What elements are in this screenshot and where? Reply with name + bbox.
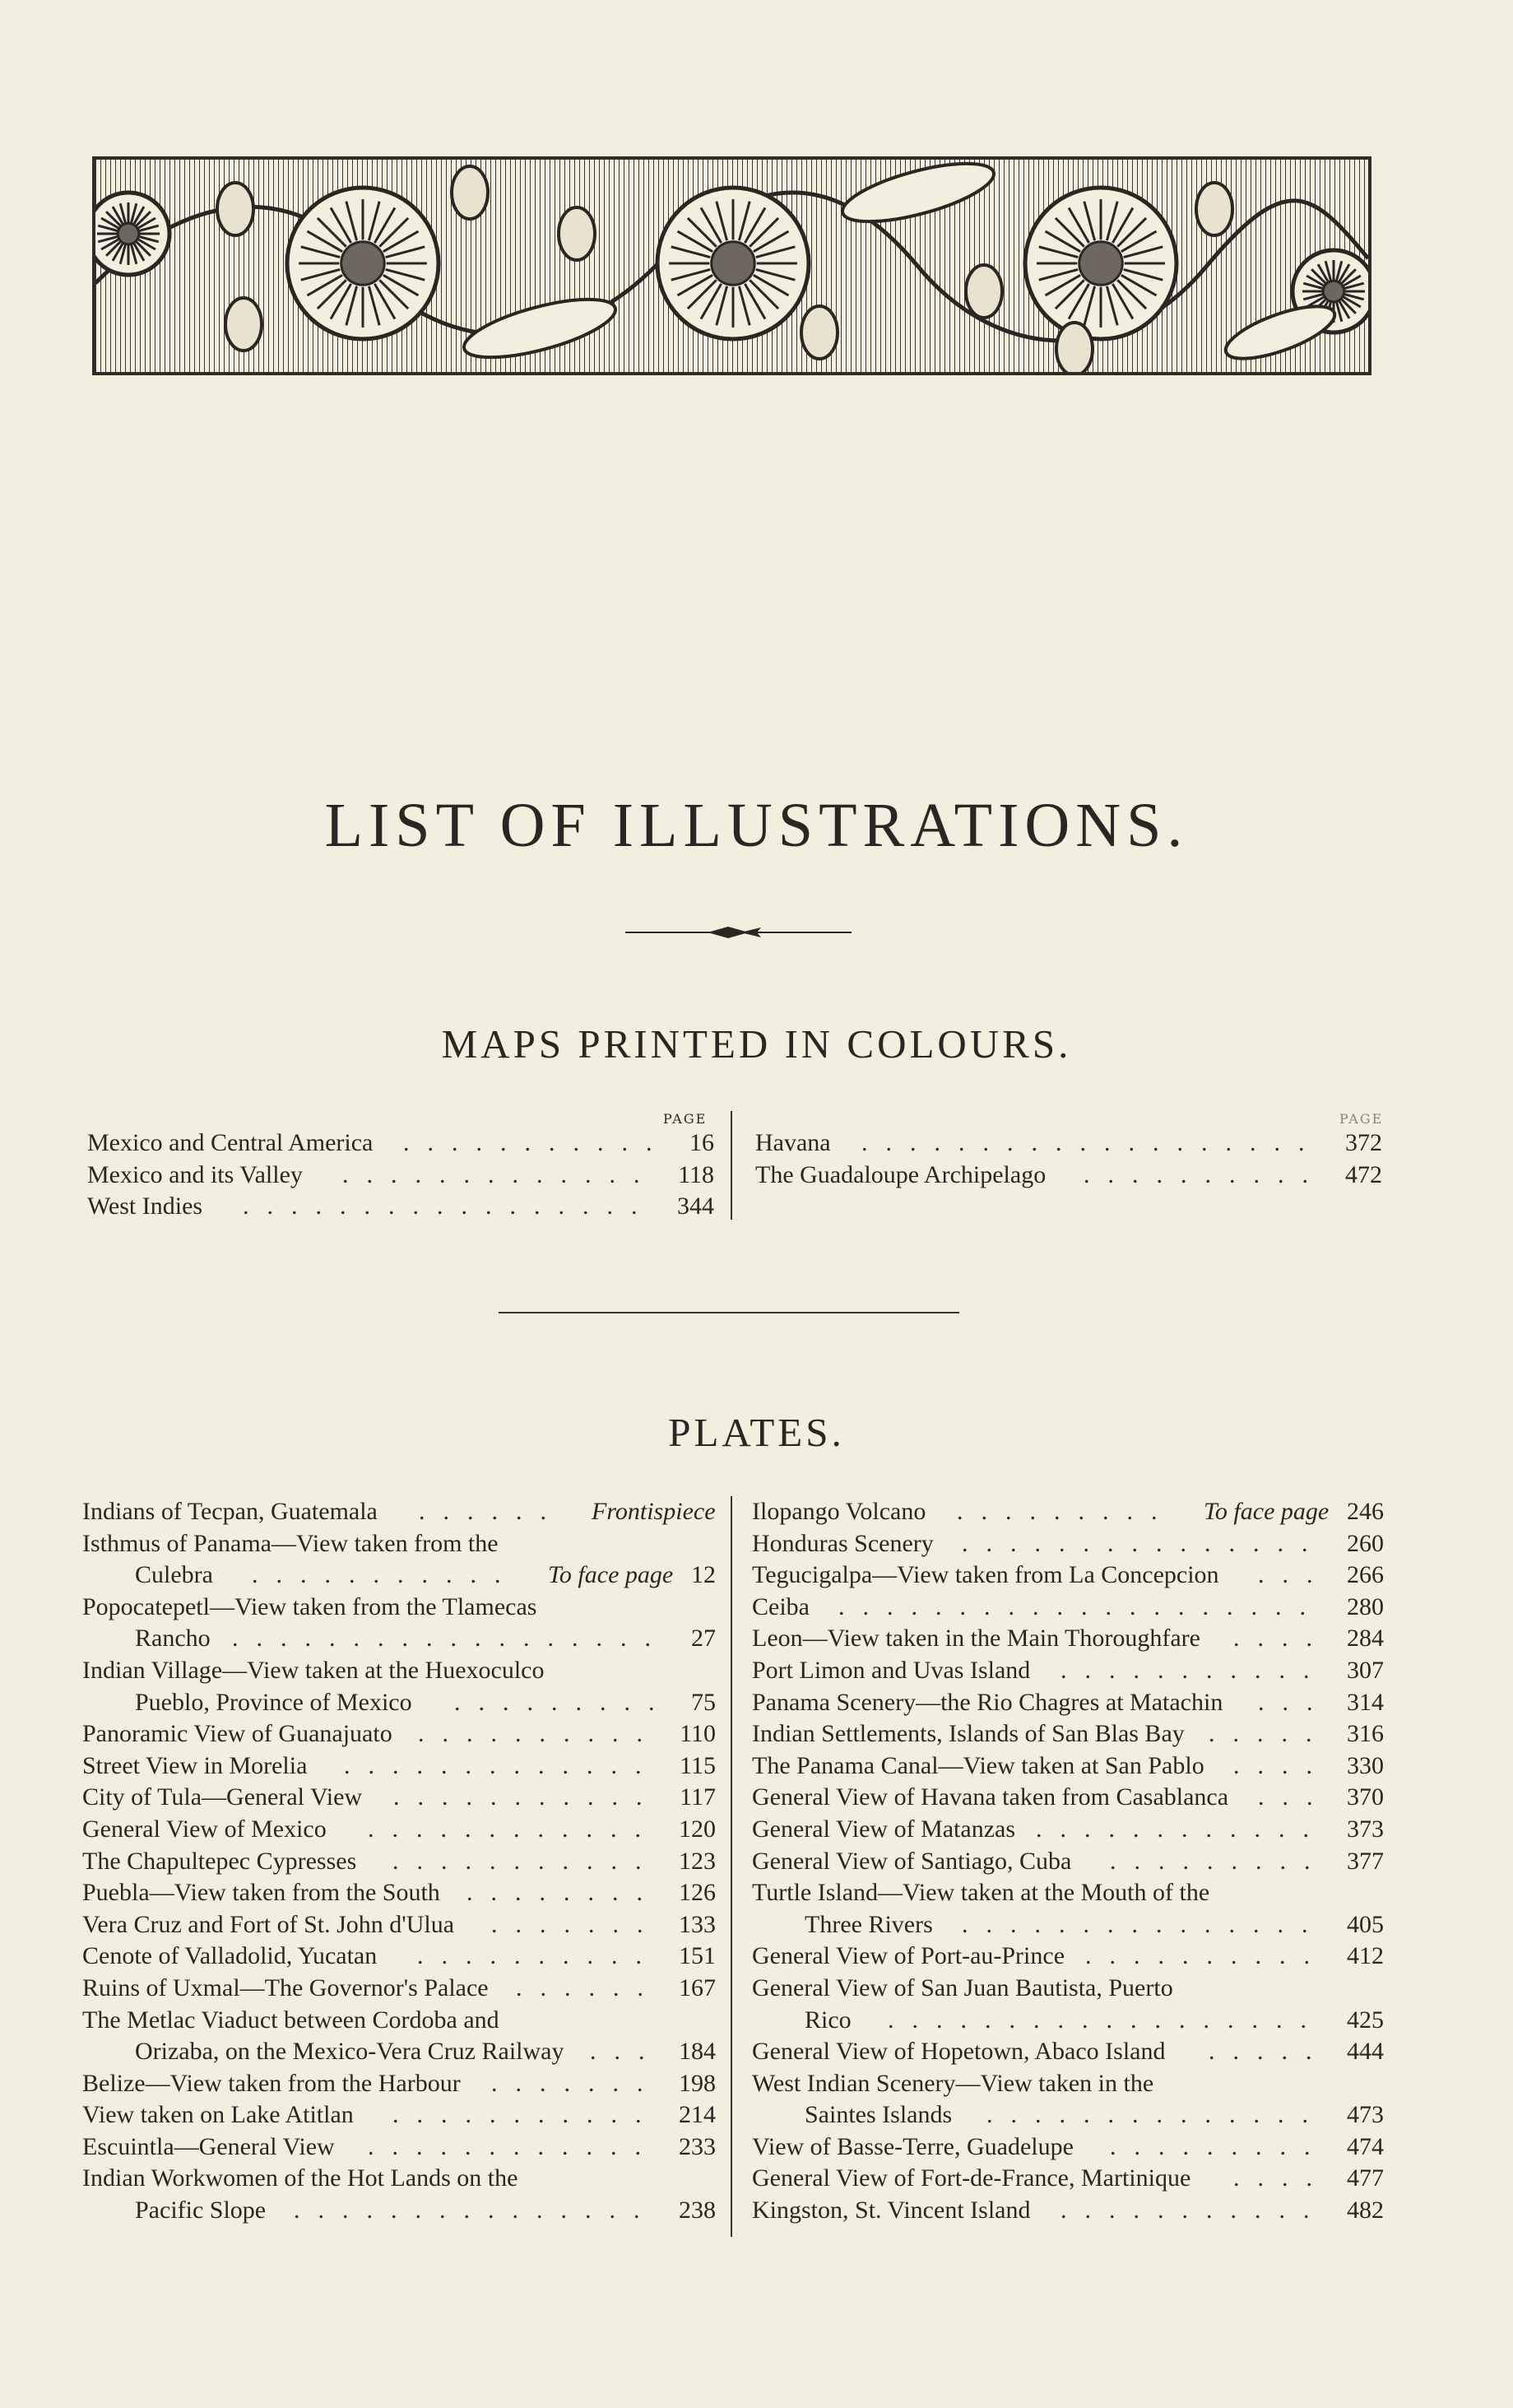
illustration-title: Panoramic View of Guanajuato: [82, 1720, 392, 1748]
illustration-title: Three Rivers: [805, 1910, 933, 1938]
list-item: [752, 2005, 1384, 2037]
leader-dots: ...: [1258, 1688, 1331, 1716]
page-number: 344: [677, 1192, 714, 1220]
section-divider: [499, 1312, 959, 1313]
illustration-title: Port Limon and Uvas Island: [752, 1656, 1031, 1684]
plates-list-right: [752, 1496, 1384, 2227]
illustration-title: General View of Matanzas: [752, 1815, 1016, 1843]
illustration-title: Pueblo, Province of Mexico: [135, 1688, 412, 1716]
page-number: 126: [679, 1879, 716, 1907]
list-item: [752, 2163, 1384, 2195]
leader-dots: ...: [590, 2038, 663, 2066]
illustration-title: Escuintla—General View: [82, 2132, 335, 2160]
page-number: 12: [691, 1561, 716, 1589]
page-number: 482: [1347, 2196, 1384, 2224]
list-item: [82, 2163, 716, 2195]
maps-list-left: [87, 1127, 714, 1223]
list-item: [752, 2099, 1384, 2131]
list-item: [82, 1846, 716, 1878]
page-number: 373: [1347, 1815, 1384, 1843]
page-number: 307: [1347, 1656, 1384, 1684]
page-number: 133: [679, 1910, 716, 1938]
page-number: 151: [679, 1942, 716, 1970]
illustration-title: General View of Fort-de-France, Martinique: [752, 2164, 1191, 2192]
list-item: [752, 1877, 1384, 1909]
list-item: [752, 2195, 1384, 2227]
list-item: [752, 1496, 1384, 1528]
illustration-title: Culebra: [135, 1561, 213, 1589]
illustration-title: City of Tula—General View: [82, 1783, 363, 1811]
leader-dots: ....: [1233, 1751, 1330, 1779]
list-item: [752, 1941, 1384, 1973]
page-number: 167: [679, 1973, 716, 2001]
placement-note: To face page: [548, 1561, 674, 1589]
illustration-title: Leon—View taken in the Main Thoroughfare: [752, 1625, 1200, 1653]
leader-dots: ...........: [252, 1561, 519, 1589]
list-item: [82, 2068, 716, 2100]
page-number: 198: [679, 2069, 716, 2097]
page-number: 27: [691, 1625, 716, 1653]
leader-dots: ...: [1258, 1783, 1331, 1811]
page-number: 330: [1347, 1751, 1384, 1779]
leader-dots: .........: [1110, 2132, 1329, 2160]
list-item: [87, 1191, 714, 1223]
list-item: [82, 2099, 716, 2131]
illustration-title: General View of Port-au-Prince: [752, 1942, 1065, 1970]
list-item: [752, 1718, 1384, 1750]
list-item: [752, 1909, 1384, 1941]
page-column-label: PAGE: [1339, 1111, 1384, 1127]
leader-dots: ...........: [393, 1783, 661, 1811]
list-item: [87, 1127, 714, 1160]
illustration-title: Ruins of Uxmal—The Governor's Palace: [82, 1973, 489, 2001]
illustration-title: General View of Mexico: [82, 1815, 327, 1843]
list-item: [82, 1973, 716, 2005]
page-number: 370: [1347, 1783, 1384, 1811]
leader-dots: ...............: [294, 2196, 658, 2224]
page-title: LIST OF ILLUSTRATIONS.: [324, 791, 1189, 860]
page-number: 238: [679, 2196, 716, 2224]
leader-dots: .............: [344, 1751, 660, 1779]
page-number: 474: [1347, 2132, 1384, 2160]
page-number: 444: [1347, 2038, 1384, 2066]
illustration-title: Orizaba, on the Mexico-Vera Cruz Railway: [135, 2038, 564, 2066]
leader-dots: ..................: [232, 1625, 669, 1653]
leader-dots: ........: [466, 1879, 661, 1907]
page-number: 473: [1347, 2101, 1384, 2129]
illustration-title: Mexico and its Valley: [87, 1160, 303, 1188]
list-item: [752, 2036, 1384, 2068]
illustration-title: Kingston, St. Vincent Island: [752, 2196, 1031, 2224]
list-item: [752, 1973, 1384, 2005]
illustration-title: General View of San Juan Bautista, Puerto: [752, 1973, 1173, 2001]
illustration-title: General View of Hopetown, Abaco Island: [752, 2038, 1166, 2066]
page-number: 260: [1347, 1529, 1384, 1557]
list-item: [82, 1718, 716, 1750]
illustration-title: Saintes Islands: [805, 2101, 953, 2129]
list-item: [82, 1877, 716, 1909]
illustration-title: Street View in Morelia: [82, 1751, 308, 1779]
page-number: 405: [1347, 1910, 1384, 1938]
leader-dots: ..........: [417, 1942, 660, 1970]
leader-dots: ....: [1233, 1625, 1330, 1653]
leader-dots: .........: [454, 1688, 673, 1716]
page-number: 314: [1347, 1688, 1384, 1716]
leader-dots: .....: [1209, 1720, 1330, 1748]
page-number: 115: [680, 1751, 716, 1779]
illustration-title: General View of Havana taken from Casablanca: [752, 1783, 1229, 1811]
page-number: 280: [1347, 1592, 1384, 1620]
page-number: 412: [1347, 1942, 1384, 1970]
leader-dots: ....: [1233, 2164, 1330, 2192]
column-divider: [731, 1496, 732, 2237]
leader-dots: ......: [516, 1973, 661, 2001]
list-item: [82, 2036, 716, 2068]
leader-dots: ..........: [418, 1720, 661, 1748]
leader-dots: ..................: [888, 2006, 1325, 2034]
list-item: [82, 1592, 716, 1624]
leader-dots: ..........: [1085, 1942, 1328, 1970]
list-item: [752, 1750, 1384, 1783]
illustration-title: Isthmus of Panama—View taken from the: [82, 1529, 499, 1557]
list-item: [82, 1560, 716, 1592]
leader-dots: ...........: [1060, 2196, 1328, 2224]
leader-dots: .....: [1209, 2038, 1330, 2066]
list-item: [752, 1655, 1384, 1687]
list-item: [755, 1127, 1382, 1160]
page-number: 425: [1347, 2006, 1384, 2034]
illustration-title: West Indian Scenery—View taken in the: [752, 2069, 1154, 2097]
leader-dots: ...................: [861, 1129, 1323, 1156]
illustration-title: View taken on Lake Atitlan: [82, 2101, 354, 2129]
illustration-title: Rico: [805, 2006, 852, 2034]
illustration-title: Turtle Island—View taken at the Mouth of the: [752, 1879, 1210, 1907]
illustration-title: Honduras Scenery: [752, 1529, 934, 1557]
list-item: [82, 1750, 716, 1783]
list-item: [752, 1528, 1384, 1560]
leader-dots: .............: [342, 1160, 658, 1188]
list-item: [82, 1814, 716, 1846]
illustration-title: West Indies: [87, 1192, 203, 1220]
illustration-title: The Panama Canal—View taken at San Pablo: [752, 1751, 1204, 1779]
list-item: [752, 1846, 1384, 1878]
leader-dots: ...: [1258, 1561, 1331, 1589]
list-item: [752, 2068, 1384, 2100]
leader-dots: .................: [243, 1192, 656, 1220]
list-item: [82, 1528, 716, 1560]
list-item: [752, 2131, 1384, 2164]
illustration-title: Rancho: [135, 1625, 211, 1653]
arrow-divider-icon: [625, 920, 852, 945]
leader-dots: ......: [419, 1498, 564, 1525]
leader-dots: ....................: [838, 1592, 1324, 1620]
placement-note: To face page: [1204, 1498, 1330, 1525]
list-item: [752, 1782, 1384, 1814]
illustration-title: Panama Scenery—the Rio Chagres at Matachin: [752, 1688, 1223, 1716]
column-divider: [731, 1111, 732, 1220]
leader-dots: .......: [491, 1910, 661, 1938]
list-item: [82, 1496, 716, 1528]
leader-dots: ...........: [392, 1847, 660, 1875]
list-item: [82, 1782, 716, 1814]
list-item: [82, 1687, 716, 1719]
leader-dots: .......: [491, 2069, 661, 2097]
page-number: 118: [678, 1160, 714, 1188]
list-item: [82, 1909, 716, 1941]
illustration-title: Havana: [755, 1129, 831, 1156]
page-number: 472: [1345, 1160, 1382, 1188]
page-number: 246: [1347, 1498, 1384, 1525]
list-item: [82, 1941, 716, 1973]
illustration-title: The Metlac Viaduct between Cordoba and: [82, 2006, 499, 2034]
list-item: [87, 1160, 714, 1192]
list-item: [82, 2005, 716, 2037]
illustration-title: Indian Village—View taken at the Huexoculco: [82, 1656, 545, 1684]
page-column-label: PAGE: [663, 1111, 708, 1127]
page-number: 16: [689, 1129, 714, 1156]
list-item: [82, 1623, 716, 1655]
page-number: 233: [679, 2132, 716, 2160]
illustration-title: General View of Santiago, Cuba: [752, 1847, 1072, 1875]
list-item: [752, 1623, 1384, 1655]
floral-ornament-icon: [95, 160, 1368, 372]
page-number: 117: [680, 1783, 716, 1811]
leader-dots: ..............: [986, 2101, 1326, 2129]
page-number: 266: [1347, 1561, 1384, 1589]
page-number: 110: [680, 1720, 716, 1748]
page-number: 120: [679, 1815, 716, 1843]
page-number: 284: [1347, 1625, 1384, 1653]
leader-dots: .........: [957, 1498, 1176, 1525]
leader-dots: ...............: [962, 1910, 1326, 1938]
illustration-title: Popocatepetl—View taken from the Tlamecas: [82, 1592, 537, 1620]
maps-heading: MAPS PRINTED IN COLOURS.: [441, 1021, 1072, 1067]
leader-dots: ...............: [962, 1529, 1326, 1557]
illustration-title: Tegucigalpa—View taken from La Concepcion: [752, 1561, 1219, 1589]
leader-dots: ...........: [403, 1129, 671, 1156]
page-number: 377: [1347, 1847, 1384, 1875]
page-number: 184: [679, 2038, 716, 2066]
leader-dots: ............: [368, 2132, 659, 2160]
illustration-title: Ceiba: [752, 1592, 810, 1620]
plates-heading: PLATES.: [668, 1410, 845, 1455]
plates-list-left: [82, 1496, 716, 2227]
leader-dots: ............: [368, 1815, 659, 1843]
leader-dots: .........: [1110, 1847, 1329, 1875]
illustration-title: Puebla—View taken from the South: [82, 1879, 440, 1907]
illustration-title: View of Basse-Terre, Guadelupe: [752, 2132, 1074, 2160]
illustration-title: Indian Settlements, Islands of San Blas Bay: [752, 1720, 1185, 1748]
illustration-title: Belize—View taken from the Harbour: [82, 2069, 461, 2097]
leader-dots: ..........: [1084, 1160, 1326, 1188]
list-item: [752, 1560, 1384, 1592]
illustration-title: The Guadaloupe Archipelago: [755, 1160, 1047, 1188]
illustration-title: The Chapultepec Cypresses: [82, 1847, 357, 1875]
decorative-floral-banner: [92, 156, 1371, 375]
leader-dots: ...........: [392, 2101, 660, 2129]
illustration-title: Indian Workwomen of the Hot Lands on the: [82, 2164, 518, 2192]
list-item: [82, 2195, 716, 2227]
page-number: 75: [691, 1688, 716, 1716]
page-number: 123: [679, 1847, 716, 1875]
page-number: 316: [1347, 1720, 1384, 1748]
placement-note: Frontispiece: [592, 1498, 716, 1525]
leader-dots: ...........: [1060, 1656, 1328, 1684]
page-number: 214: [679, 2101, 716, 2129]
list-item: [752, 1814, 1384, 1846]
illustration-title: Pacific Slope: [135, 2196, 267, 2224]
page-number: 477: [1347, 2164, 1384, 2192]
leader-dots: ............: [1036, 1815, 1327, 1843]
maps-list-right: [755, 1127, 1382, 1191]
page-number: 372: [1345, 1129, 1382, 1156]
list-item: [752, 1592, 1384, 1624]
illustration-title: Vera Cruz and Fort of St. John d'Ulua: [82, 1910, 455, 1938]
list-item: [755, 1160, 1382, 1192]
illustration-title: Ilopango Volcano: [752, 1498, 926, 1525]
illustration-title: Indians of Tecpan, Guatemala: [82, 1498, 378, 1525]
list-item: [82, 2131, 716, 2164]
list-item: [82, 1655, 716, 1687]
illustration-title: Mexico and Central America: [87, 1129, 374, 1156]
illustration-title: Cenote of Valladolid, Yucatan: [82, 1942, 378, 1970]
list-item: [752, 1687, 1384, 1719]
